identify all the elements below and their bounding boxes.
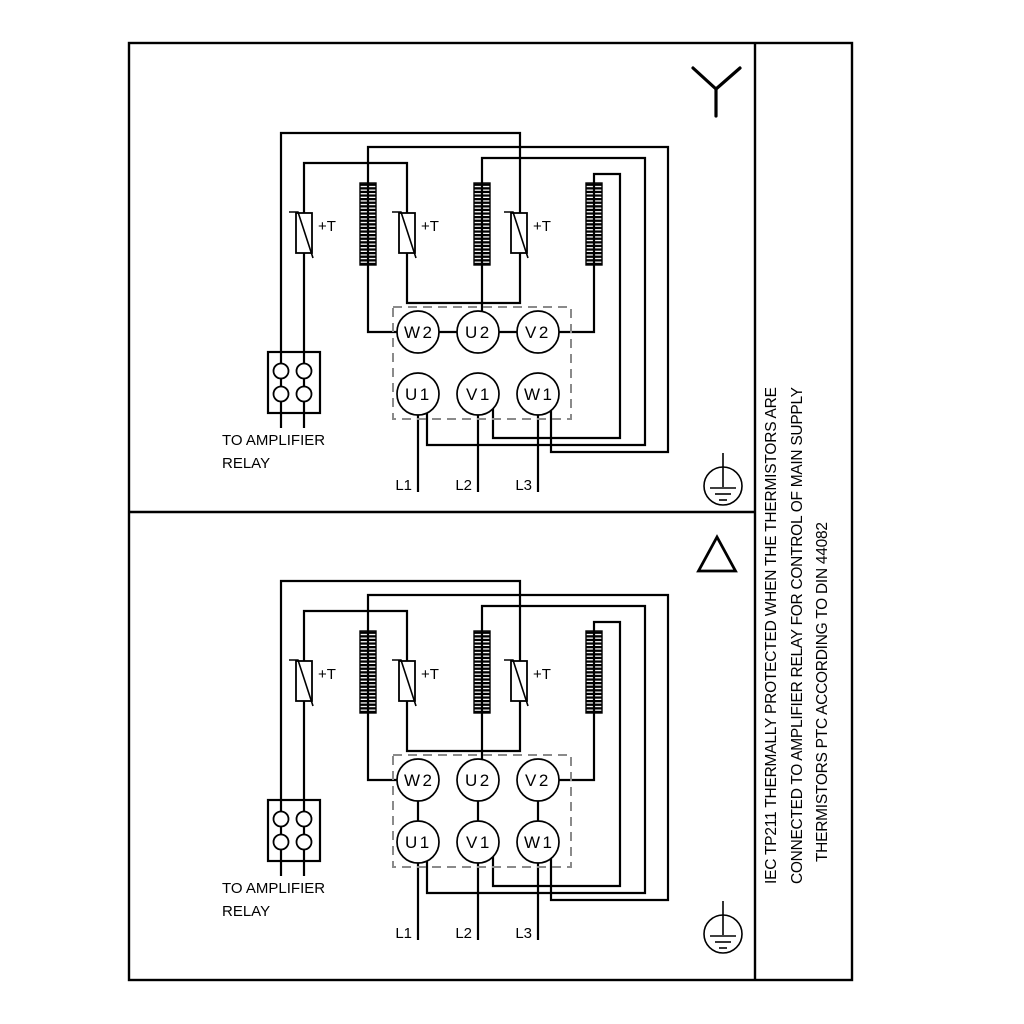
supply-label-l3: L3: [515, 477, 532, 494]
earth-ground-icon: [704, 453, 742, 505]
relay-caption-line1: TO AMPLIFIER: [222, 432, 326, 449]
terminal-u2-label: U2: [465, 323, 492, 342]
terminal-v2: [517, 311, 559, 353]
relay-caption-line2: RELAY: [222, 455, 271, 472]
terminal-w2-label: W2: [404, 323, 435, 342]
side-note-line3: THERMISTORS PTC ACCORDING TO DIN 44082: [814, 522, 831, 862]
relay-terminal: [274, 387, 289, 402]
terminal-v1-label: V1: [466, 385, 492, 404]
thermistor-2: [392, 212, 439, 258]
star-symbol-icon: [693, 68, 740, 116]
thermistor-2-label: +T: [421, 218, 439, 235]
winding-coil-2: [474, 183, 490, 265]
supply-label-l1: L1: [395, 477, 412, 494]
amplifier-relay-connector: [268, 352, 320, 413]
side-note: [763, 387, 831, 884]
thermistor-1: [289, 212, 336, 258]
side-note-line1: IEC TP211 THERMALLY PROTECTED WHEN THE THERMISTORS ARE: [763, 387, 780, 884]
supply-label-l2: L2: [455, 477, 472, 494]
winding-coil-3: [586, 183, 602, 265]
winding-coil-1: [360, 183, 376, 265]
side-note-line2: CONNECTED TO AMPLIFIER RELAY FOR CONTROL OF MAIN SUPPLY: [789, 387, 806, 884]
thermistor-1-label: +T: [318, 218, 336, 235]
relay-terminal: [297, 364, 312, 379]
terminal-u1-label: U1: [405, 385, 432, 404]
thermistor-3: [504, 212, 551, 258]
relay-box: [268, 352, 320, 413]
terminal-u1: [397, 373, 439, 415]
terminal-w2: [397, 311, 439, 353]
panel-circuit: [222, 133, 742, 505]
delta-panel-circuit: [222, 581, 742, 953]
terminal-v1: [457, 373, 499, 415]
terminal-w1: [517, 373, 559, 415]
thermistor-3-label: +T: [533, 218, 551, 235]
terminal-u2: [457, 311, 499, 353]
terminal-w1-label: W1: [524, 385, 555, 404]
terminal-v2-label: V2: [525, 323, 551, 342]
delta-symbol-icon: [699, 537, 736, 571]
relay-terminal: [274, 364, 289, 379]
relay-terminal: [297, 387, 312, 402]
